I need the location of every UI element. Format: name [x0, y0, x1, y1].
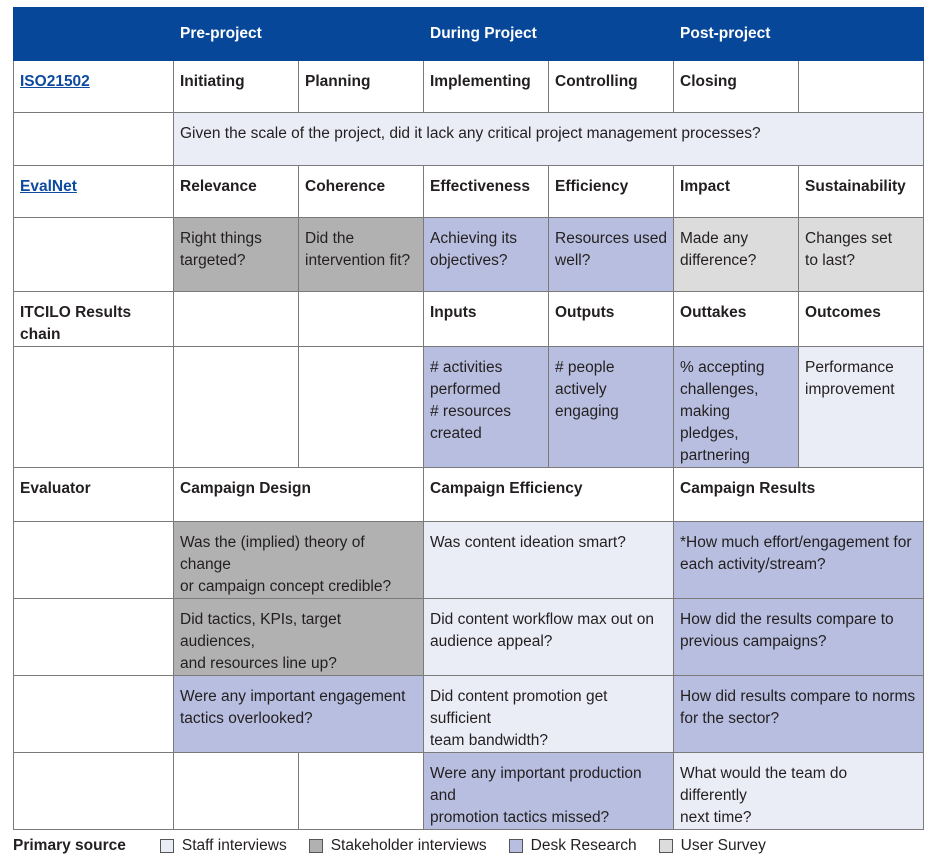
iso-closing: Closing — [674, 61, 799, 113]
efficiency-question — [424, 522, 674, 599]
stage-outputs: Outputs — [549, 292, 674, 347]
text-line: intervention fit? — [305, 252, 411, 269]
text-line: Achieving its — [430, 230, 518, 247]
text-line: audience appeal? — [430, 633, 553, 650]
text-line: Was the (implied) theory of change — [180, 534, 365, 573]
question-relevance — [174, 218, 299, 292]
legend-label: Desk Research — [530, 837, 637, 854]
text-line: challenges, — [680, 381, 759, 398]
iso-implementing: Implementing — [424, 61, 549, 113]
itcilo-empty-2 — [299, 292, 424, 347]
text-line: difference? — [680, 252, 757, 269]
results-question — [674, 522, 924, 599]
iso21502-link[interactable]: ISO21502 — [20, 73, 90, 90]
efficiency-question — [424, 753, 674, 830]
header-post-project: Post-project — [674, 8, 924, 61]
efficiency-question — [424, 599, 674, 676]
legend-label: Stakeholder interviews — [330, 837, 487, 854]
evaluator-question-empty — [14, 599, 174, 676]
evalnet-question-row — [14, 218, 924, 292]
text-line: objectives? — [430, 252, 508, 269]
efficiency-question — [424, 676, 674, 753]
text-line: improvement — [805, 381, 895, 398]
text-line: Resources used — [555, 230, 668, 247]
legend-swatch — [509, 839, 523, 853]
question-impact — [674, 218, 799, 292]
text-line: # resources — [430, 403, 511, 420]
text-line: and resources line up? — [180, 655, 337, 672]
criterion-relevance: Relevance — [174, 166, 299, 218]
evalnet-row — [14, 166, 924, 218]
text-line: targeted? — [180, 252, 246, 269]
campaign-results: Campaign Results — [674, 468, 924, 522]
metric-inputs — [424, 347, 549, 468]
text-line: engaging — [555, 403, 619, 420]
iso-controlling: Controlling — [549, 61, 674, 113]
text-line: Right things — [180, 230, 262, 247]
stage-outtakes: Outtakes — [674, 292, 799, 347]
text-line: tactics overlooked? — [180, 710, 313, 727]
text-line: How did results compare to norms — [680, 688, 916, 705]
iso-question: Given the scale of the project, did it lack any critical project management processes? — [174, 113, 924, 166]
stage-outcomes: Outcomes — [799, 292, 924, 347]
text-line: Were any important engagement — [180, 688, 406, 705]
text-line: created — [430, 425, 482, 442]
legend-swatch — [659, 839, 673, 853]
evaluation-framework-table — [13, 7, 924, 830]
design-question — [174, 676, 424, 753]
evaluator-question-row — [14, 753, 924, 830]
itcilo-metric-empty-2 — [299, 347, 424, 468]
itcilo-label: ITCILO Results chain — [14, 292, 174, 347]
text-line: Was content ideation smart? — [430, 534, 626, 551]
header-during-project: During Project — [424, 8, 674, 61]
legend-swatch — [160, 839, 174, 853]
evalnet-link[interactable]: EvalNet — [20, 178, 77, 195]
text-line: Did tactics, KPIs, target audiences, — [180, 611, 342, 650]
evaluator-row — [14, 468, 924, 522]
criterion-sustainability: Sustainability — [799, 166, 924, 218]
iso-empty — [799, 61, 924, 113]
itcilo-row — [14, 292, 924, 347]
results-question — [674, 676, 924, 753]
criterion-efficiency: Efficiency — [549, 166, 674, 218]
text-line: previous campaigns? — [680, 633, 827, 650]
text-line: Did the — [305, 230, 355, 247]
itcilo-metric-empty-0 — [14, 347, 174, 468]
text-line: How did the results compare to — [680, 611, 894, 628]
text-line: performed — [430, 381, 501, 398]
text-line: Changes set — [805, 230, 893, 247]
iso-planning: Planning — [299, 61, 424, 113]
itcilo-metric-empty-1 — [174, 347, 299, 468]
results-question — [674, 753, 924, 830]
itcilo-empty-1 — [174, 292, 299, 347]
evaluator-question-empty — [14, 522, 174, 599]
design-question — [174, 522, 424, 599]
design-question — [174, 599, 424, 676]
criterion-coherence: Coherence — [299, 166, 424, 218]
legend-item-desk — [509, 837, 637, 855]
legend-title: Primary source — [13, 837, 126, 854]
question-coherence — [299, 218, 424, 292]
campaign-design: Campaign Design — [174, 468, 424, 522]
evaluator-question-empty — [14, 676, 174, 753]
text-line: next time? — [680, 809, 752, 826]
iso-question-empty — [14, 113, 174, 166]
metric-outtakes — [674, 347, 799, 468]
header-empty — [14, 8, 174, 61]
legend-swatch — [309, 839, 323, 853]
text-line: for the sector? — [680, 710, 780, 727]
results-question — [674, 599, 924, 676]
legend — [13, 834, 788, 858]
legend-label: User Survey — [680, 837, 766, 854]
legend-item-stakeholder — [309, 837, 487, 855]
metric-outcomes — [799, 347, 924, 468]
question-effectiveness — [424, 218, 549, 292]
text-line: *How much effort/engagement for — [680, 534, 912, 551]
legend-label: Staff interviews — [181, 837, 287, 854]
question-sustainability — [799, 218, 924, 292]
evaluator-question-row — [14, 599, 924, 676]
iso-question-row — [14, 113, 924, 166]
stage-inputs: Inputs — [424, 292, 549, 347]
iso-row — [14, 61, 924, 113]
evaluator-label: Evaluator — [14, 468, 174, 522]
evalnet-question-empty — [14, 218, 174, 292]
text-line: well? — [555, 252, 591, 269]
text-line: Were any important production and — [430, 765, 642, 804]
text-line: Made any — [680, 230, 749, 247]
text-line: each activity/stream? — [680, 556, 826, 573]
text-line: promotion tactics missed? — [430, 809, 610, 826]
evalnet-label — [14, 166, 174, 218]
itcilo-metric-row — [14, 347, 924, 468]
text-line: to last? — [805, 252, 855, 269]
evaluator-question-row — [14, 676, 924, 753]
campaign-efficiency: Campaign Efficiency — [424, 468, 674, 522]
design-empty-1 — [174, 753, 299, 830]
text-line: team bandwidth? — [430, 732, 549, 749]
criterion-effectiveness: Effectiveness — [424, 166, 549, 218]
text-line: # activities — [430, 359, 503, 376]
metric-outputs — [549, 347, 674, 468]
text-line: What would the team do differently — [680, 765, 848, 804]
text-line: # people actively — [555, 359, 615, 398]
text-line: Did content workflow max out on — [430, 611, 654, 628]
design-empty-2 — [299, 753, 424, 830]
header-row — [14, 8, 924, 61]
text-line: Performance — [805, 359, 894, 376]
text-line: % accepting — [680, 359, 765, 376]
text-line: Did content promotion get sufficient — [430, 688, 608, 727]
criterion-impact: Impact — [674, 166, 799, 218]
legend-item-staff — [160, 837, 287, 855]
iso-label — [14, 61, 174, 113]
question-efficiency — [549, 218, 674, 292]
text-line: or campaign concept credible? — [180, 578, 392, 595]
iso-initiating: Initiating — [174, 61, 299, 113]
evaluator-question-empty — [14, 753, 174, 830]
text-line: partnering — [680, 447, 750, 464]
legend-item-user — [659, 837, 766, 855]
text-line: making pledges, — [680, 403, 739, 442]
evaluator-question-row — [14, 522, 924, 599]
header-pre-project: Pre-project — [174, 8, 424, 61]
